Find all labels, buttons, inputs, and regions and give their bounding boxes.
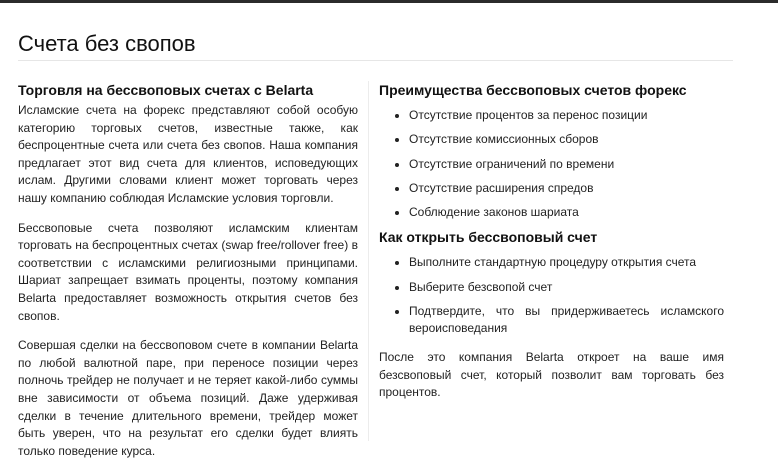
list-item xyxy=(409,131,724,148)
bullet-icon xyxy=(395,138,399,142)
list-item-text: Соблюдение законов шариата xyxy=(409,205,579,220)
content-page xyxy=(0,3,778,471)
bullet-icon xyxy=(395,211,399,215)
list-item xyxy=(409,156,724,173)
how-to-open-list xyxy=(379,254,724,337)
list-item-text: Выберите безсвопой счет xyxy=(409,279,553,294)
column-divider xyxy=(368,81,369,441)
paragraph-islamic-accounts: Исламские счета на форекс представляют собой особую категорию торговых счетов, известные также, как беспроцентные счета или счета без свопов. Наша компания предлагает этот вид счета для клиентов, исповедующих ислам. Другими словами клиент может торговать через нашу компанию соблюдая Исламские условия торговли. xyxy=(18,103,358,205)
list-item-text: Выполните стандартную процедуру открытия счета xyxy=(409,255,697,270)
section-heading-trading: Торговля на бессвоповых счетах с Belarta xyxy=(18,82,314,98)
section-heading-advantages: Преимущества бессвоповых счетов форекс xyxy=(379,82,687,98)
bullet-icon xyxy=(395,310,399,314)
advantages-list xyxy=(379,107,724,221)
bullet-icon xyxy=(395,187,399,191)
paragraph-swap-free: Бессвоповые счета позволяют исламским клиентам торговать на беспроцентных счетах (swap free/rollover free) в соответствии с исламскими религиозными принципами. Шариат запрещает взимать проценты, поэтому компания Belarta предоставляет возможность открытия счетов без свопов. xyxy=(18,220,358,323)
paragraph-trading-conditions: Совершая сделки на бессвоповом счете в компании Belarta по любой валютной паре, при переносе позиции через полночь трейдер не получает и не теряет какой-либо суммы вне зависимости от объема позиций. Даже удерживая сделки в течение длительного времени, трейдер может быть уверен, что на результат его сделки будет влиять только поведение курса. xyxy=(18,338,358,458)
list-item-text: Подтвердите, что вы придерживаетесь исламского вероисповедания xyxy=(409,304,724,336)
list-item xyxy=(409,254,724,271)
list-item xyxy=(409,303,724,337)
bullet-icon xyxy=(395,286,399,290)
list-item xyxy=(409,180,724,197)
bullet-icon xyxy=(395,114,399,118)
bullet-icon xyxy=(395,163,399,167)
list-item-text: Отсутствие ограничений по времени xyxy=(409,156,615,171)
list-item-text: Отсутствие процентов за перенос позиции xyxy=(409,108,648,122)
left-column xyxy=(18,81,358,472)
list-item-text: Отсутствие комиссионных сборов xyxy=(409,132,599,147)
bullet-icon xyxy=(395,261,399,265)
right-column xyxy=(379,81,724,414)
paragraph-closing: После это компания Belarta откроет на ваше имя безсвоповый счет, который позволит вам торговать без процентов. xyxy=(379,350,724,400)
list-item xyxy=(409,279,724,296)
list-item-text: Отсутствие расширения спредов xyxy=(409,180,594,195)
list-item xyxy=(409,107,724,124)
section-heading-how-to-open: Как открыть бессвоповый счет xyxy=(379,229,598,246)
list-item xyxy=(409,204,724,221)
title-divider xyxy=(18,60,733,61)
page-title: Счета без свопов xyxy=(18,31,196,56)
